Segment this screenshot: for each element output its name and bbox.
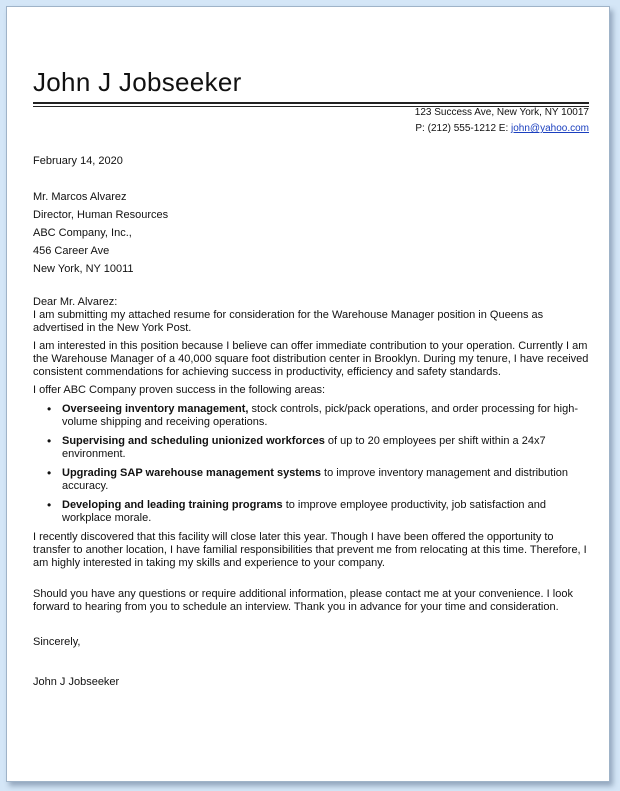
recipient-line: 456 Career Ave	[33, 245, 110, 257]
signature-name: John J Jobseeker	[33, 676, 120, 688]
paragraph-4: I recently discovered that this facility will close later this year. Though I have been offered the opportunity to transfer to another location, I have familial responsibilities that prevent me from relocating at this time. Therefore, I am highly interested in taking my skills and experience to your company.	[33, 531, 587, 569]
sender-address: 123 Success Ave, New York, NY 10017	[414, 107, 589, 118]
contact-line	[415, 121, 589, 137]
letter-page	[6, 6, 610, 782]
closing-phrase: Sincerely,	[33, 636, 81, 648]
contact-block	[415, 105, 589, 137]
phone-label: P: (212) 555-1212 E:	[415, 123, 509, 134]
letter-date: February 14, 2020	[33, 155, 123, 167]
area-text: to improve employee productivity, job satisfaction and workplace morale.	[62, 499, 546, 524]
recipient-address	[33, 188, 589, 278]
recipient-line: ABC Company, Inc.,	[33, 227, 132, 239]
header-rule-thick	[33, 102, 589, 104]
area-title: Upgrading SAP warehouse management systems	[62, 467, 321, 479]
recipient-line: New York, NY 10011	[33, 263, 134, 275]
area-title: Overseeing inventory management,	[62, 403, 249, 415]
letter-body	[33, 153, 589, 689]
area-title: Developing and leading training programs	[62, 499, 283, 511]
recipient-line: Director, Human Resources	[33, 209, 169, 221]
area-title: Supervising and scheduling unionized workforces	[62, 435, 325, 447]
list-item	[62, 467, 589, 493]
list-item	[62, 435, 589, 461]
paragraph-2: I am interested in this position because I believe can offer immediate contribution to your operation. Currently I am the Warehouse Manager of a 40,000 square foot distribution center in Brooklyn. During my tenure, I have received consistent commendations for achieving success in productivity, efficiency and safety standards.	[33, 340, 589, 378]
paragraph-3: I offer ABC Company proven success in the following areas:	[33, 384, 326, 396]
area-text: stock controls, pick/pack operations, and order processing for high-volume shipping and receiving operations.	[62, 403, 579, 428]
areas-list	[33, 403, 589, 525]
salutation: Dear Mr. Alvarez:	[33, 296, 118, 308]
list-item	[62, 403, 589, 429]
area-text: to improve inventory management and distribution accuracy.	[62, 467, 569, 492]
paragraph-1: I am submitting my attached resume for consideration for the Warehouse Manager position in Queens as advertised in the New York Post.	[33, 309, 544, 334]
area-text: of up to 20 employees per shift within a 24x7 environment.	[62, 435, 546, 460]
paragraph-5: Should you have any questions or require additional information, please contact me at your convenience. I look forward to hearing from you to schedule an interview. Thank you in advance for your time and consideration.	[33, 588, 573, 613]
email-link[interactable]: john@yahoo.com	[511, 123, 589, 134]
sender-name-heading: John J Jobseeker	[33, 67, 242, 97]
recipient-line: Mr. Marcos Alvarez	[33, 191, 127, 203]
list-item	[62, 499, 589, 525]
